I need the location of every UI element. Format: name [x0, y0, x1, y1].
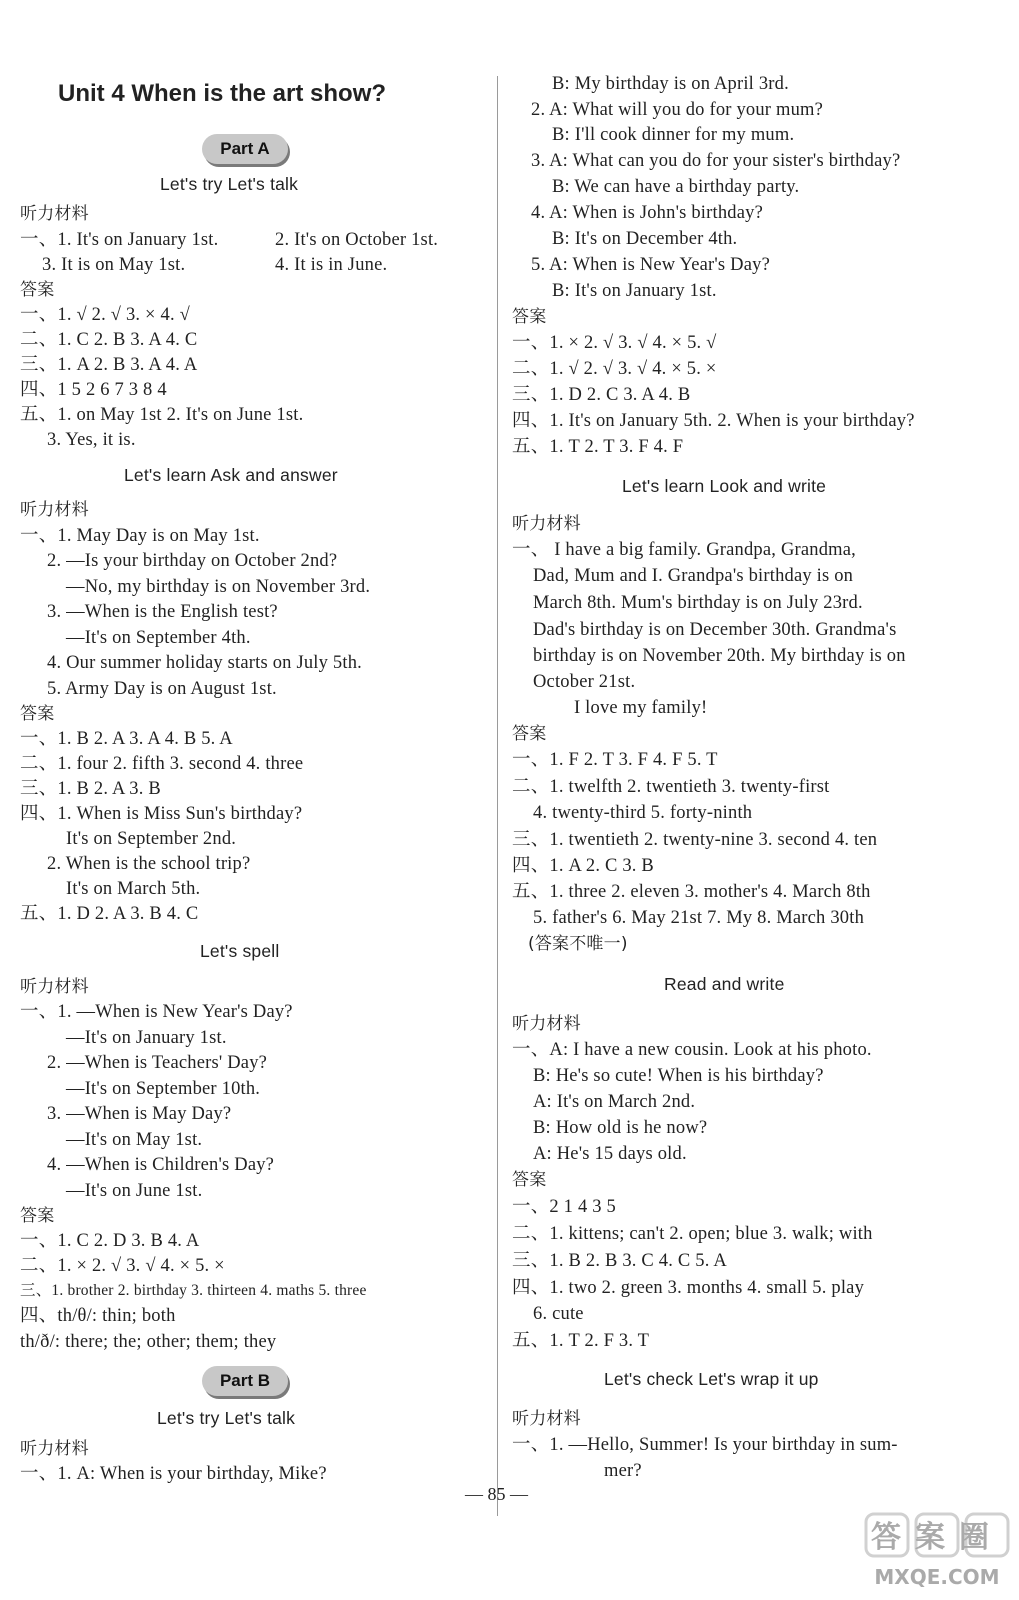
text-line: 2. —When is Teachers' Day?	[47, 1053, 268, 1073]
section-heading: Let's spell	[200, 941, 280, 961]
text-line: 4. It is in June.	[275, 255, 388, 275]
text-line: 一、1. —When is New Year's Day?	[20, 1002, 293, 1022]
text-line: 3. —When is May Day?	[47, 1104, 232, 1124]
text-line: 一、1. It's on January 1st.	[20, 230, 219, 250]
text-line: —It's on September 10th.	[66, 1079, 261, 1099]
text-line: B: It's on December 4th.	[552, 229, 738, 249]
text-line: 四、th/θ/: thin; both	[20, 1306, 176, 1326]
text-line: March 8th. Mum's birthday is on July 23rd.	[533, 593, 863, 613]
text-line: 五、1. T 2. F 3. T	[512, 1331, 650, 1351]
text-line: 四、1. When is Miss Sun's birthday?	[20, 804, 303, 824]
page-number: — 85 —	[465, 1484, 528, 1504]
section-label: 答案	[20, 704, 55, 724]
text-line: 二、1. √ 2. √ 3. √ 4. × 5. ×	[512, 359, 717, 379]
watermark-main: 答案圈	[871, 1520, 1003, 1555]
text-line: —It's on September 4th.	[66, 628, 251, 648]
section-label: 答案	[512, 724, 547, 744]
text-line: 3. It is on May 1st.	[42, 255, 186, 275]
section-label: 听力材料	[20, 977, 89, 997]
text-line: B: My birthday is on April 3rd.	[552, 74, 789, 94]
column-divider	[497, 76, 498, 1516]
section-label: 听力材料	[512, 1409, 581, 1429]
text-line: B: It's on January 1st.	[552, 281, 717, 301]
section-label: 听力材料	[20, 204, 89, 224]
text-line: 4. twenty-third 5. forty-ninth	[533, 803, 753, 823]
text-line: 4. A: When is John's birthday?	[531, 203, 764, 223]
section-heading: Let's learn Ask and answer	[124, 465, 338, 485]
page-title: Unit 4 When is the art show?	[58, 80, 387, 107]
text-line: 四、1 5 2 6 7 3 8 4	[20, 380, 167, 400]
text-line: 一、1. B 2. A 3. A 4. B 5. A	[20, 729, 233, 749]
section-label: 听力材料	[20, 500, 89, 520]
part-a-badge: Part A	[202, 134, 288, 164]
watermark-logo	[862, 1510, 1012, 1592]
text-line: 四、1. A 2. C 3. B	[512, 856, 654, 876]
text-line: 一、1. × 2. √ 3. √ 4. × 5. √	[512, 333, 717, 353]
text-line: th/ð/: there; the; other; them; they	[20, 1332, 277, 1352]
text-line: B: We can have a birthday party.	[552, 177, 800, 197]
text-line: 二、1. × 2. √ 3. √ 4. × 5. ×	[20, 1256, 225, 1276]
text-line: mer?	[604, 1461, 642, 1481]
text-line: 3. —When is the English test?	[47, 602, 278, 622]
text-line: 5. Army Day is on August 1st.	[47, 679, 277, 699]
section-label: 答案	[512, 1170, 547, 1190]
text-line: 四、1. two 2. green 3. months 4. small 5. play	[512, 1278, 865, 1298]
text-line: 2. It's on October 1st.	[275, 230, 439, 250]
text-line: 五、1. on May 1st 2. It's on June 1st.	[20, 405, 304, 425]
text-line: 2. When is the school trip?	[47, 854, 251, 874]
text-line: 5. father's 6. May 21st 7. My 8. March 30th	[533, 908, 865, 928]
text-line: 一、 I have a big family. Grandpa, Grandma,	[512, 540, 857, 560]
section-heading: Let's learn Look and write	[622, 476, 827, 496]
text-line: 三、1. brother 2. birthday 3. thirteen 4. maths 5. three	[20, 1282, 367, 1299]
section-heading: Let's try Let's talk	[157, 1408, 296, 1428]
text-line: 三、1. twentieth 2. twenty-nine 3. second 4. ten	[512, 830, 878, 850]
text-line: 三、1. B 2. B 3. C 4. C 5. A	[512, 1251, 727, 1271]
text-line: 四、1. It's on January 5th. 2. When is your birthday?	[512, 411, 915, 431]
section-label: 听力材料	[512, 514, 581, 534]
text-line: 一、1. May Day is on May 1st.	[20, 526, 260, 546]
text-line: 二、1. twelfth 2. twentieth 3. twenty-first	[512, 777, 830, 797]
section-label: 答案	[20, 280, 55, 300]
watermark-sub: MXQE.COM	[874, 1565, 1000, 1589]
text-line: 3. A: What can you do for your sister's birthday?	[531, 151, 901, 171]
section-label: 听力材料	[20, 1439, 89, 1459]
text-line: It's on September 2nd.	[66, 829, 237, 849]
text-line: Dad, Mum and I. Grandpa's birthday is on	[533, 566, 854, 586]
text-line: 一、1. C 2. D 3. B 4. A	[20, 1231, 200, 1251]
text-line: B: He's so cute! When is his birthday?	[533, 1066, 824, 1086]
text-line: birthday is on November 20th. My birthday is on	[533, 646, 906, 666]
text-line: 一、1. A: When is your birthday, Mike?	[20, 1464, 327, 1484]
text-line: 一、1. √ 2. √ 3. × 4. √	[20, 305, 190, 325]
text-line: 二、1. four 2. fifth 3. second 4. three	[20, 754, 304, 774]
section-label: 答案	[20, 1206, 55, 1226]
text-line: 三、1. A 2. B 3. A 4. A	[20, 355, 198, 375]
text-line: —It's on January 1st.	[66, 1028, 227, 1048]
part-b-badge: Part B	[202, 1366, 288, 1396]
text-line: —It's on June 1st.	[66, 1181, 203, 1201]
section-heading: Let's try Let's talk	[160, 174, 299, 194]
text-line: It's on March 5th.	[66, 879, 201, 899]
text-line: A: It's on March 2nd.	[533, 1092, 696, 1112]
text-line: 2. A: What will you do for your mum?	[531, 100, 824, 120]
text-line: Dad's birthday is on December 30th. Grandma's	[533, 620, 897, 640]
text-line: —No, my birthday is on November 3rd.	[66, 577, 371, 597]
text-line: B: How old is he now?	[533, 1118, 708, 1138]
section-label: (答案不唯一)	[528, 934, 628, 954]
text-line: 三、1. B 2. A 3. B	[20, 779, 161, 799]
text-line: 6. cute	[533, 1304, 584, 1324]
text-line: 五、1. D 2. A 3. B 4. C	[20, 904, 199, 924]
text-line: 3. Yes, it is.	[47, 430, 136, 450]
text-line: —It's on May 1st.	[66, 1130, 203, 1150]
text-line: 4. —When is Children's Day?	[47, 1155, 275, 1175]
text-line: 三、1. D 2. C 3. A 4. B	[512, 385, 691, 405]
text-line: I love my family!	[574, 698, 708, 718]
text-line: B: I'll cook dinner for my mum.	[552, 125, 795, 145]
section-label: 答案	[512, 307, 547, 327]
text-line: 五、1. T 2. T 3. F 4. F	[512, 437, 684, 457]
text-line: 2. —Is your birthday on October 2nd?	[47, 551, 338, 571]
section-heading: Read and write	[664, 974, 785, 994]
text-line: 5. A: When is New Year's Day?	[531, 255, 770, 275]
section-label: 听力材料	[512, 1014, 581, 1034]
text-line: 二、1. C 2. B 3. A 4. C	[20, 330, 198, 350]
text-line: 一、1. F 2. T 3. F 4. F 5. T	[512, 750, 718, 770]
text-line: 一、2 1 4 3 5	[512, 1197, 616, 1217]
text-line: 五、1. three 2. eleven 3. mother's 4. March 8th	[512, 882, 871, 902]
text-line: 4. Our summer holiday starts on July 5th.	[47, 653, 362, 673]
text-line: 一、A: I have a new cousin. Look at his photo.	[512, 1040, 872, 1060]
text-line: 一、1. —Hello, Summer! Is your birthday in sum-	[512, 1435, 898, 1455]
text-line: October 21st.	[533, 672, 636, 692]
section-heading: Let's check Let's wrap it up	[604, 1369, 819, 1389]
text-line: A: He's 15 days old.	[533, 1144, 687, 1164]
text-line: 二、1. kittens; can't 2. open; blue 3. walk; with	[512, 1224, 873, 1244]
